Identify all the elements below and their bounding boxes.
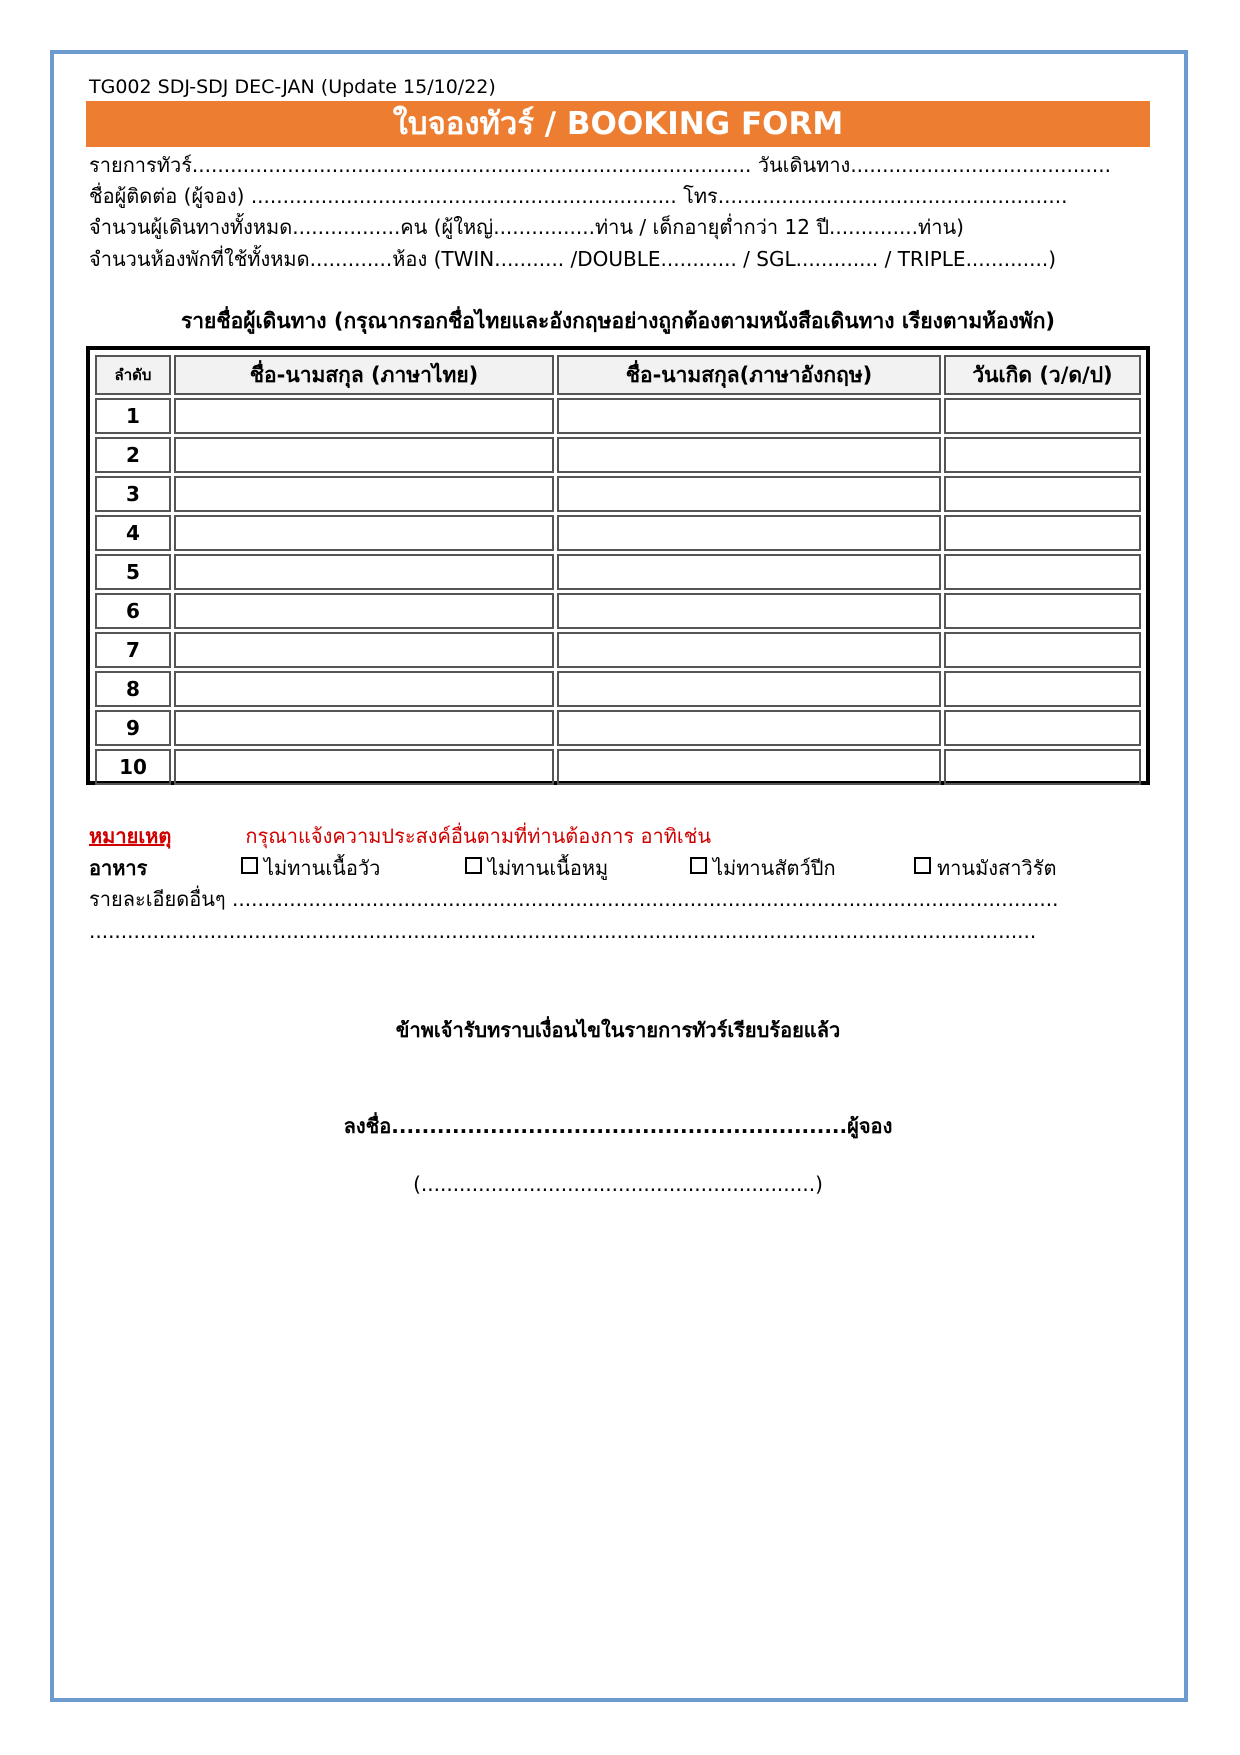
table-row [95, 632, 1141, 668]
signature-line[interactable]: ลงชื่อ............................................................ผู้จอง [343, 1114, 893, 1138]
row-number: 2 [95, 437, 171, 473]
note-label: หมายเหตุ [89, 824, 172, 848]
form-title: ใบจองทัวร์ / BOOKING FORM [86, 101, 1150, 147]
option-label: ทานมังสาวิรัต [937, 856, 1057, 880]
thai-name-cell[interactable] [174, 515, 554, 551]
vegetarian-option[interactable] [914, 852, 1056, 884]
thai-name-cell[interactable] [174, 632, 554, 668]
thai-name-cell[interactable] [174, 554, 554, 590]
table-row [95, 398, 1141, 434]
document-code: TG002 SDJ-SDJ DEC-JAN (Update 15/10/22) [89, 76, 496, 98]
passenger-list-heading: รายชื่อผู้เดินทาง (กรุณากรอกชื่อไทยและอังกฤษอย่างถูกต้องตามหนังสือเดินทาง เรียงตามห้องพัก) [180, 309, 1056, 333]
row-number: 8 [95, 671, 171, 707]
checkbox-icon[interactable] [690, 857, 707, 874]
table-row [95, 476, 1141, 512]
birthdate-cell[interactable] [944, 710, 1141, 746]
thai-name-cell[interactable] [174, 671, 554, 707]
row-number: 4 [95, 515, 171, 551]
birthdate-cell[interactable] [944, 632, 1141, 668]
acknowledgement-text: ข้าพเจ้ารับทราบเงื่อนไขในรายการทัวร์เรียบร้อยแล้ว [395, 1018, 841, 1042]
option-label: ไม่ทานสัตว์ปีก [713, 856, 836, 880]
birthdate-cell[interactable] [944, 476, 1141, 512]
table-header-row [95, 355, 1141, 395]
english-name-cell[interactable] [557, 554, 941, 590]
birthdate-cell[interactable] [944, 437, 1141, 473]
travelers-count-line[interactable]: จำนวนผู้เดินทางทั้งหมด.................คน (ผู้ใหญ่................ท่าน / เด็กอายุต่ำกว่า 12 ปี..............ท่าน) [89, 215, 964, 239]
checkbox-icon[interactable] [241, 857, 258, 874]
thai-name-cell[interactable] [174, 437, 554, 473]
checkbox-icon[interactable] [465, 857, 482, 874]
food-preferences [89, 852, 1149, 882]
thai-name-cell[interactable] [174, 476, 554, 512]
table-row [95, 554, 1141, 590]
thai-name-cell[interactable] [174, 593, 554, 629]
english-name-cell[interactable] [557, 437, 941, 473]
english-name-cell[interactable] [557, 710, 941, 746]
food-label: อาหาร [89, 856, 148, 880]
header-birthdate: วันเกิด (ว/ด/ป) [944, 355, 1141, 395]
checkbox-icon[interactable] [914, 857, 931, 874]
passenger-table [86, 346, 1150, 785]
note-row [89, 820, 711, 852]
table-row [95, 671, 1141, 707]
table-row [95, 515, 1141, 551]
header-order: ลำดับ [95, 355, 171, 395]
table-row [95, 749, 1141, 785]
birthdate-cell[interactable] [944, 515, 1141, 551]
birthdate-cell[interactable] [944, 593, 1141, 629]
no-pork-option[interactable] [465, 852, 608, 884]
row-number: 10 [95, 749, 171, 785]
header-english-name: ชื่อ-นามสกุล(ภาษาอังกฤษ) [557, 355, 941, 395]
thai-name-cell[interactable] [174, 749, 554, 785]
english-name-cell[interactable] [557, 671, 941, 707]
header-thai-name: ชื่อ-นามสกุล (ภาษาไทย) [174, 355, 554, 395]
other-details-line-2[interactable]: ..................................................................................................................................................... [89, 919, 1037, 943]
table-row [95, 437, 1141, 473]
birthdate-cell[interactable] [944, 554, 1141, 590]
english-name-cell[interactable] [557, 515, 941, 551]
option-label: ไม่ทานเนื้อวัว [264, 856, 381, 880]
birthdate-cell[interactable] [944, 398, 1141, 434]
birthdate-cell[interactable] [944, 749, 1141, 785]
row-number: 7 [95, 632, 171, 668]
english-name-cell[interactable] [557, 398, 941, 434]
birthdate-cell[interactable] [944, 671, 1141, 707]
note-text: กรุณาแจ้งความประสงค์อื่นตามที่ท่านต้องการ อาทิเช่น [245, 824, 711, 848]
row-number: 5 [95, 554, 171, 590]
other-details-line[interactable]: รายละเอียดอื่นๆ .................................................................................................................................. [89, 887, 1059, 911]
english-name-cell[interactable] [557, 593, 941, 629]
table-row [95, 593, 1141, 629]
thai-name-cell[interactable] [174, 710, 554, 746]
signature-name-line[interactable]: (..............................................................) [413, 1172, 823, 1196]
row-number: 9 [95, 710, 171, 746]
rooms-count-line[interactable]: จำนวนห้องพักที่ใช้ทั้งหมด.............ห้อง (TWIN........... /DOUBLE............ / SGL............. / TRIPLE.............) [89, 247, 1057, 271]
thai-name-cell[interactable] [174, 398, 554, 434]
english-name-cell[interactable] [557, 749, 941, 785]
row-number: 6 [95, 593, 171, 629]
english-name-cell[interactable] [557, 476, 941, 512]
table-row [95, 710, 1141, 746]
no-beef-option[interactable] [241, 852, 380, 884]
row-number: 3 [95, 476, 171, 512]
english-name-cell[interactable] [557, 632, 941, 668]
no-poultry-option[interactable] [690, 852, 836, 884]
option-label: ไม่ทานเนื้อหมู [488, 856, 609, 880]
contact-person-line[interactable]: ชื่อผู้ติดต่อ (ผู้จอง) ................................................................... โทร....................................................... [89, 184, 1068, 208]
row-number: 1 [95, 398, 171, 434]
tour-program-line[interactable]: รายการทัวร์........................................................................................ วันเดินทาง......................................... [89, 153, 1111, 177]
